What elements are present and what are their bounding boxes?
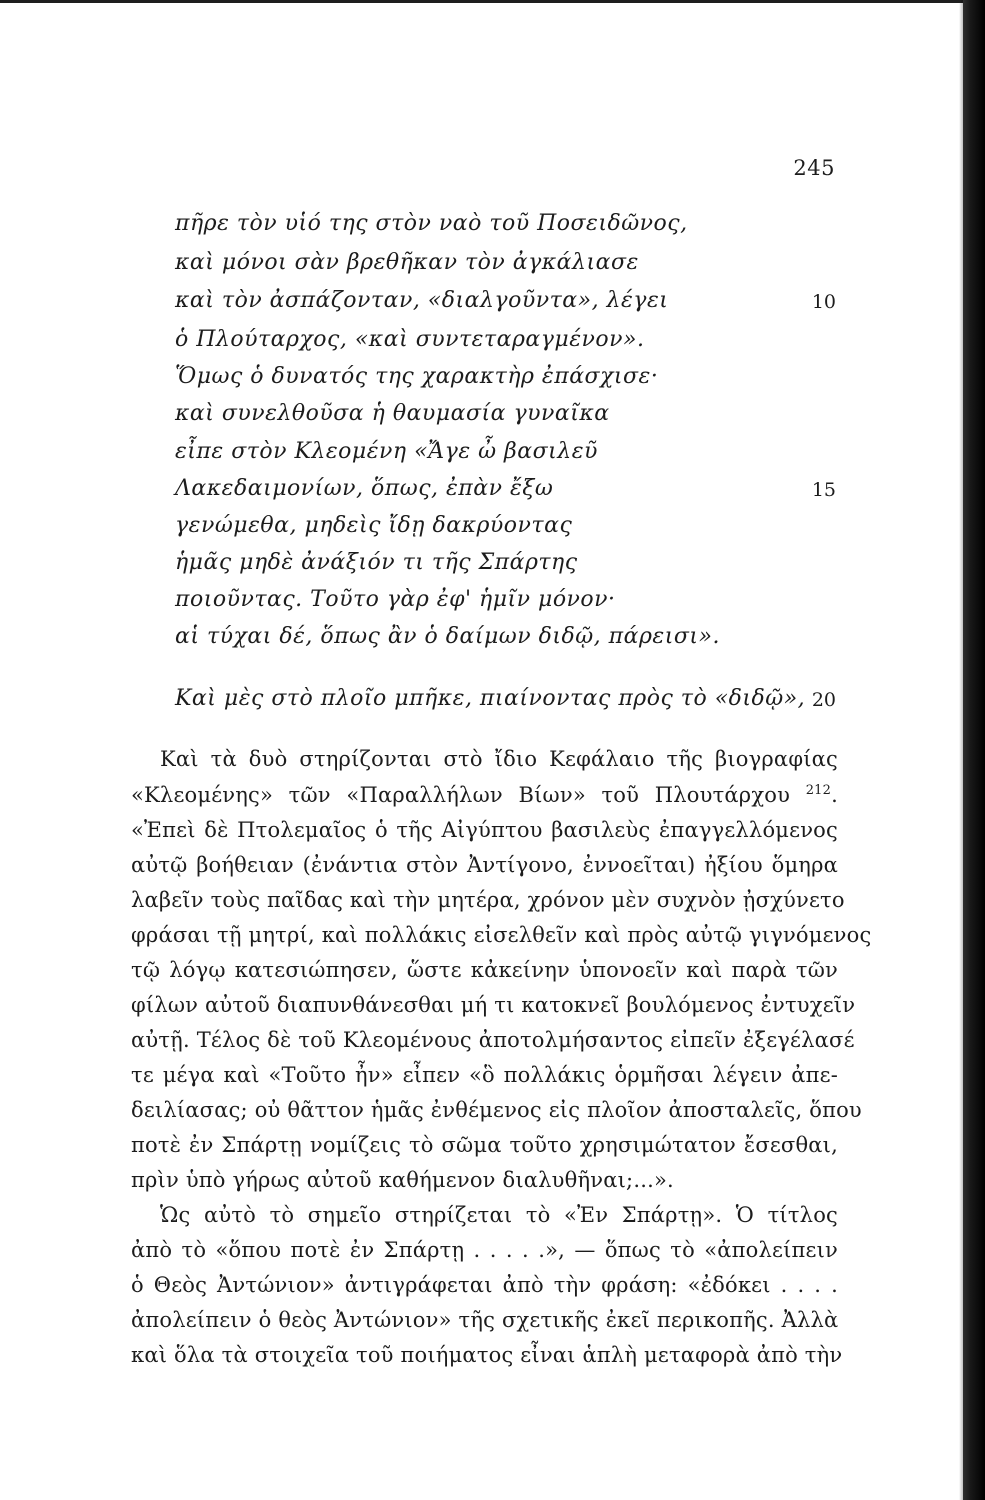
prose-line: καὶ ὅλα τὰ στοιχεῖα τοῦ ποιήματος εἶναι ἁπλὴ μεταφορὰ ἀπὸ τὴν <box>131 1343 843 1367</box>
prose-line: ποτὲ ἐν Σπάρτῃ νομίζεις τὸ σῶμα τοῦτο χρησιμώτατον ἔσεσθαι, <box>131 1133 838 1157</box>
prose-line: τῷ λόγῳ κατεσιώπησεν, ὥστε κἀκείνην ὑπονοεῖν καὶ παρὰ τῶν <box>131 958 838 982</box>
poem-line: καὶ τὸν ἀσπάζονταν, «διαλγοῦντα», λέγει <box>175 288 669 313</box>
prose-line: ὁ Θεὸς Ἀντώνιον» ἀντιγράφεται ἀπὸ τὴν φράση: «ἐδόκει . . . . <box>131 1273 838 1297</box>
poem-line: καὶ συνελθοῦσα ἡ θαυμασία γυναῖκα <box>175 401 610 426</box>
prose-line: «Ἐπεὶ δὲ Πτολεμαῖος ὁ τῆς Αἰγύπτου βασιλεὺς ἐπαγγελλόμενος <box>131 818 838 842</box>
prose-line-text: «Κλεομένης» τῶν «Παραλλήλων Βίων» τοῦ Πλουτάρχου <box>131 783 791 807</box>
poem-line: ἡμᾶς μηδὲ ἀνάξιόν τι τῆς Σπάρτης <box>175 550 578 575</box>
prose-line: πρὶν ὑπὸ γήρως αὐτοῦ καθήμενον διαλυθῆναι;...». <box>131 1168 674 1192</box>
poem-line: Λακεδαιμονίων, ὅπως, ἐπὰν ἔξω <box>175 476 554 501</box>
prose-line: αὐτῷ βοήθειαν (ἐνάντια στὸν Ἀντίγονο, ἐννοεῖται) ἠξίου ὅμηρα <box>131 853 838 877</box>
prose-line: τε μέγα καὶ «Τοῦτο ἦν» εἶπεν «ὃ πολλάκις ὁρμῆσαι λέγειν ἀπε- <box>131 1063 838 1087</box>
poem-line: γενώμεθα, μηδεὶς ἴδῃ δακρύοντας <box>175 513 573 538</box>
prose-line: λαβεῖν τοὺς παῖδας καὶ τὴν μητέρα, χρόνον μὲν συχνὸν ᾐσχύνετο <box>131 888 845 912</box>
poem-line: πῆρε τὸν υἱό της στὸν ναὸ τοῦ Ποσειδῶνος, <box>175 211 688 236</box>
line-number-15: 15 <box>811 479 836 501</box>
prose-line: ἀπολείπειν ὁ θεὸς Ἀντώνιον» τῆς σχετικῆς ἐκεῖ περικοπῆς. Ἀλλὰ <box>131 1308 839 1332</box>
page-number: 245 <box>793 156 835 180</box>
line-number-10: 10 <box>811 291 836 313</box>
poem-line: ὁ Πλούταρχος, «καὶ συντεταραγμένον». <box>175 327 645 352</box>
prose-line: Ὡς αὐτὸ τὸ σημεῖο στηρίζεται τὸ «Ἐν Σπάρτῃ». Ὁ τίτλος <box>160 1203 838 1227</box>
prose-line: Καὶ τὰ δυὸ στηρίζονται στὸ ἴδιο Κεφάλαιο τῆς βιογραφίας <box>160 747 838 771</box>
page-top-edge <box>0 0 985 3</box>
poem-line: εἶπε στὸν Κλεομένη «Ἄγε ὦ βασιλεῦ <box>175 439 598 464</box>
footnote-ref: 212 <box>805 783 832 798</box>
prose-line: «Κλεομένης» τῶν «Παραλλήλων Βίων» τοῦ Πλουτάρχου $^{212}$. <box>131 783 838 807</box>
prose-line: φίλων αὐτοῦ διαπυνθάνεσθαι μή τι κατοκνεῖ βουλόμενος ἐντυχεῖν <box>131 993 856 1017</box>
prose-line: φράσαι τῇ μητρί, καὶ πολλάκις εἰσελθεῖν καὶ πρὸς αὐτῷ γιγνόμενος <box>131 923 872 947</box>
poem-line: αἱ τύχαι δέ, ὅπως ἂν ὁ δαίμων διδῷ, πάρεισι». <box>175 624 720 649</box>
line-number-20: 20 <box>811 689 836 711</box>
prose-line: ἀπὸ τὸ «ὅπου ποτὲ ἐν Σπάρτῃ . . . . .», — ὅπως τὸ «ἀπολείπειν <box>131 1238 838 1262</box>
prose-line: δειλίασας; οὐ θᾶττον ἡμᾶς ἐνθέμενος εἰς πλοῖον ἀποσταλεῖς, ὅπου <box>131 1098 862 1122</box>
prose-line: αὐτῇ. Τέλος δὲ τοῦ Κλεομένους ἀποτολμήσαντος εἰπεῖν ἐξεγέλασέ <box>131 1028 855 1052</box>
poem-line: ποιοῦντας. Τοῦτο γὰρ ἐφ' ἡμῖν μόνον· <box>175 587 616 612</box>
poem-line: Ὅμως ὁ δυνατός της χαρακτὴρ ἐπάσχισε· <box>175 364 659 389</box>
poem-line: καὶ μόνοι σὰν βρεθῆκαν τὸν ἀγκάλιασε <box>175 250 639 275</box>
page-right-edge-shadow <box>963 0 985 1500</box>
poem-line: Καὶ μὲς στὸ πλοῖο μπῆκε, πιαίνοντας πρὸς τὸ «διδῷ», <box>175 686 806 711</box>
